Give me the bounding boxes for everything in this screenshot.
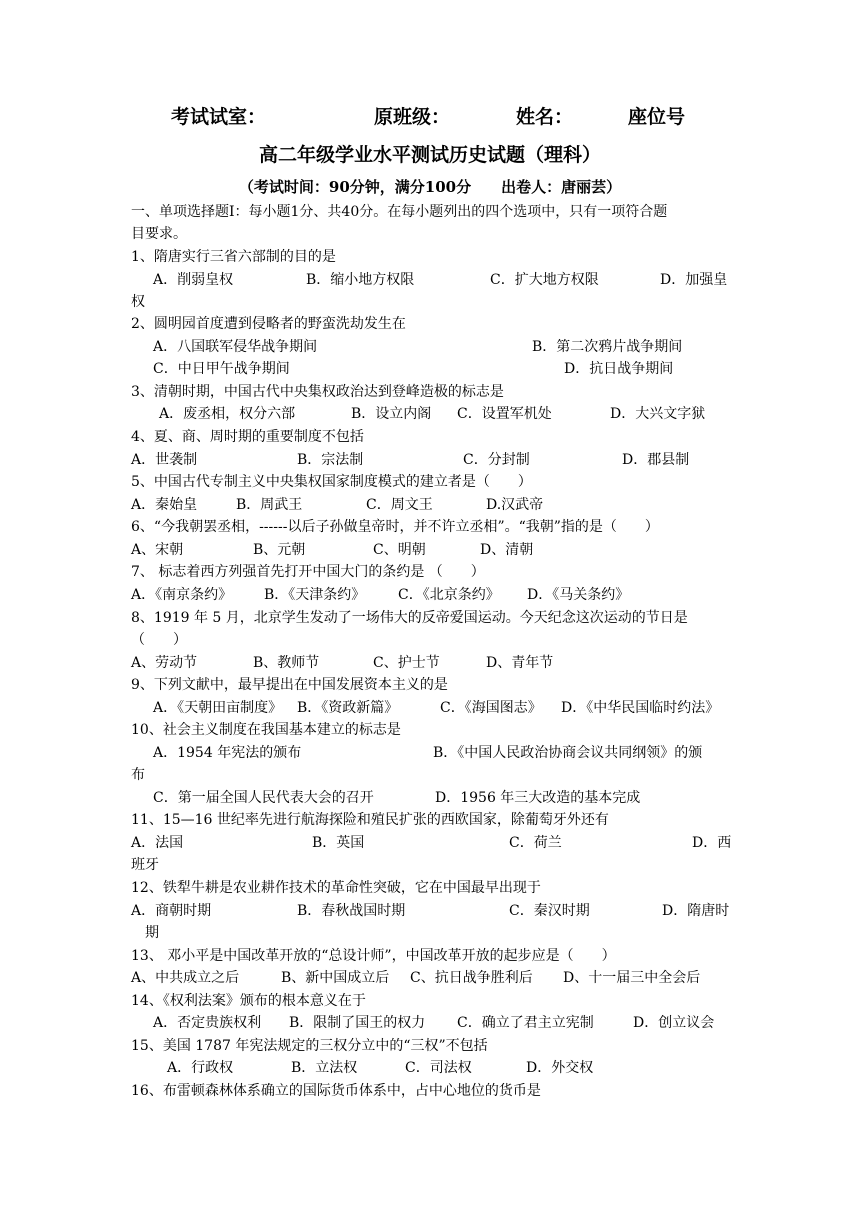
question-8-stem: 8、1919 年 5 月，北京学生发动了一场伟大的反帝爱国运动。今天纪念这次运动的节日是	[131, 610, 688, 626]
question-6-option-b: B、元朝	[253, 542, 306, 558]
question-10-stem: 10、社会主义制度在我国基本建立的标志是	[131, 722, 401, 738]
question-5-option-d: D.汉武帝	[486, 497, 544, 513]
question-1-option-b: B．缩小地方权限	[306, 272, 415, 288]
question-12-stem: 12、铁犁牛耕是农业耕作技术的革命性突破，它在中国最早出现于	[131, 880, 541, 896]
exam-title: 高二年级学业水平测试历史试题（理科）	[258, 144, 601, 166]
question-1-stem: 1、隋唐实行三省六部制的目的是	[131, 249, 336, 265]
question-2-stem: 2、圆明园首度遭到侵略者的野蛮洗劫发生在	[131, 316, 406, 332]
question-1-option-d: D．加强皇	[660, 272, 728, 288]
question-11-option-c: C．荷兰	[509, 835, 562, 851]
seat-number-label: 座位号	[628, 106, 686, 128]
question-14-option-a: A．否定贵族权利	[153, 1015, 262, 1031]
question-13-option-d: D、十一届三中全会后	[563, 970, 701, 986]
question-11-option-b: B．英国	[312, 835, 365, 851]
question-11-option-a: A．法国	[131, 835, 184, 851]
question-13-option-b: B、新中国成立后	[281, 970, 390, 986]
question-11-option-d-cont: 班牙	[131, 857, 159, 873]
question-3-stem: 3、清朝时期，中国古代中央集权政治达到登峰造极的标志是	[131, 384, 504, 400]
section-instructions-line2: 目要求。	[131, 226, 187, 242]
question-14-stem: 14、《权利法案》颁布的根本意义在于	[131, 993, 366, 1009]
question-4-option-b: B．宗法制	[297, 452, 364, 468]
question-14-option-b: B．限制了国王的权力	[289, 1015, 426, 1031]
question-5-option-c: C．周文王	[366, 497, 433, 513]
student-name-label: 姓名：	[516, 106, 574, 128]
question-15-option-b: B．立法权	[291, 1060, 358, 1076]
question-7-option-c: C．《北京条约》	[398, 587, 500, 603]
question-13-option-a: A、中共成立之后	[131, 970, 240, 986]
question-11-option-d: D．西	[692, 835, 732, 851]
question-6-option-c: C、明朝	[373, 542, 426, 558]
question-4-option-c: C．分封制	[463, 452, 530, 468]
question-6-option-a: A、宋朝	[131, 542, 184, 558]
question-10-option-c: C．第一届全国人民代表大会的召开	[153, 790, 374, 806]
question-9-option-a: A．《天朝田亩制度》	[153, 700, 283, 716]
question-2-option-d: D．抗日战争期间	[564, 361, 674, 377]
question-16-stem: 16、布雷顿森林体系确立的国际货币体系中，占中心地位的货币是	[131, 1083, 541, 1099]
section-instructions-line1: 一、单项选择题Ⅰ：每小题1分、共40分。在每小题列出的四个选项中，只有一项符合题	[131, 204, 668, 220]
question-14-option-c: C．确立了君主立宪制	[457, 1015, 594, 1031]
question-13-stem: 13、 邓小平是中国改革开放的“总设计师”，中国改革开放的起步应是（ ）	[131, 948, 616, 964]
question-7-option-d: D．《马关条约》	[527, 587, 630, 603]
question-15-stem: 15、美国 1787 年宪法规定的三权分立中的“三权”不包括	[131, 1038, 488, 1054]
question-9-option-b: B．《资政新篇》	[297, 700, 399, 716]
exam-room-label: 考试试室：	[171, 106, 267, 128]
question-8-option-a: A、劳动节	[131, 655, 198, 671]
question-10-option-d: D．1956 年三大改造的基本完成	[435, 790, 641, 806]
question-8-stem-cont: （ ）	[131, 632, 187, 648]
question-13-option-c: C、抗日战争胜利后	[410, 970, 533, 986]
question-15-option-a: A．行政权	[167, 1060, 234, 1076]
question-3-option-b: B．设立内阁	[351, 406, 432, 422]
question-10-option-b-cont: 布	[131, 767, 145, 783]
question-1-option-a: A．削弱皇权	[153, 272, 234, 288]
question-1-option-c: C．扩大地方权限	[490, 272, 599, 288]
question-7-option-b: B．《天津条约》	[264, 587, 366, 603]
question-10-option-b: B．《中国人民政治协商会议共同纲领》的颁	[433, 745, 703, 761]
question-9-option-d: D．《中华民国临时约法》	[561, 700, 720, 716]
question-7-stem: 7、 标志着西方列强首先打开中国大门的条约是 （ ）	[131, 564, 485, 580]
question-7-option-a: A．《南京条约》	[131, 587, 233, 603]
question-5-stem: 5、中国古代专制主义中央集权国家制度模式的建立者是（ ）	[131, 474, 532, 490]
question-3-option-c: C．设置军机处	[457, 406, 552, 422]
exam-subtitle: （考试时间：90分钟，满分100分 出卷人：唐丽芸）	[238, 178, 622, 196]
question-11-stem: 11、15—16 世纪率先进行航海探险和殖民扩张的西欧国家，除葡萄牙外还有	[131, 812, 609, 828]
question-14-option-d: D．创立议会	[633, 1015, 715, 1031]
question-4-option-a: A．世袭制	[131, 452, 198, 468]
question-4-option-d: D．郡县制	[622, 452, 690, 468]
question-8-option-b: B、教师节	[253, 655, 320, 671]
question-2-option-a: A．八国联军侵华战争期间	[153, 339, 318, 355]
question-15-option-d: D．外交权	[526, 1060, 594, 1076]
question-15-option-c: C．司法权	[405, 1060, 472, 1076]
question-9-option-c: C．《海国图志》	[440, 700, 542, 716]
question-12-option-d-cont: 期	[145, 925, 159, 941]
question-2-option-b: B．第二次鸦片战争期间	[532, 339, 683, 355]
question-12-option-b: B．春秋战国时期	[297, 903, 406, 919]
question-3-option-a: A．废丞相，权分六部	[159, 406, 296, 422]
question-5-option-b: B．周武王	[236, 497, 303, 513]
question-10-option-a: A．1954 年宪法的颁布	[153, 745, 302, 761]
question-12-option-d: D．隋唐时	[662, 903, 730, 919]
question-6-option-d: D、清朝	[480, 542, 534, 558]
question-6-stem: 6、“今我朝罢丞相，------以后子孙做皇帝时，并不许立丞相”。“我朝”指的是（ ）	[131, 519, 659, 535]
question-12-option-c: C．秦汉时期	[509, 903, 590, 919]
question-2-option-c: C．中日甲午战争期间	[153, 361, 290, 377]
class-label: 原班级：	[374, 106, 451, 128]
question-4-stem: 4、夏、商、周时期的重要制度不包括	[131, 429, 364, 445]
question-8-option-c: C、护士节	[373, 655, 440, 671]
question-1-option-d-cont: 权	[131, 294, 145, 310]
question-12-option-a: A．商朝时期	[131, 903, 212, 919]
question-3-option-d: D．大兴文字狱	[610, 406, 706, 422]
question-9-stem: 9、下列文献中，最早提出在中国发展资本主义的是	[131, 677, 448, 693]
question-5-option-a: A．秦始皇	[131, 497, 198, 513]
question-8-option-d: D、青年节	[486, 655, 554, 671]
